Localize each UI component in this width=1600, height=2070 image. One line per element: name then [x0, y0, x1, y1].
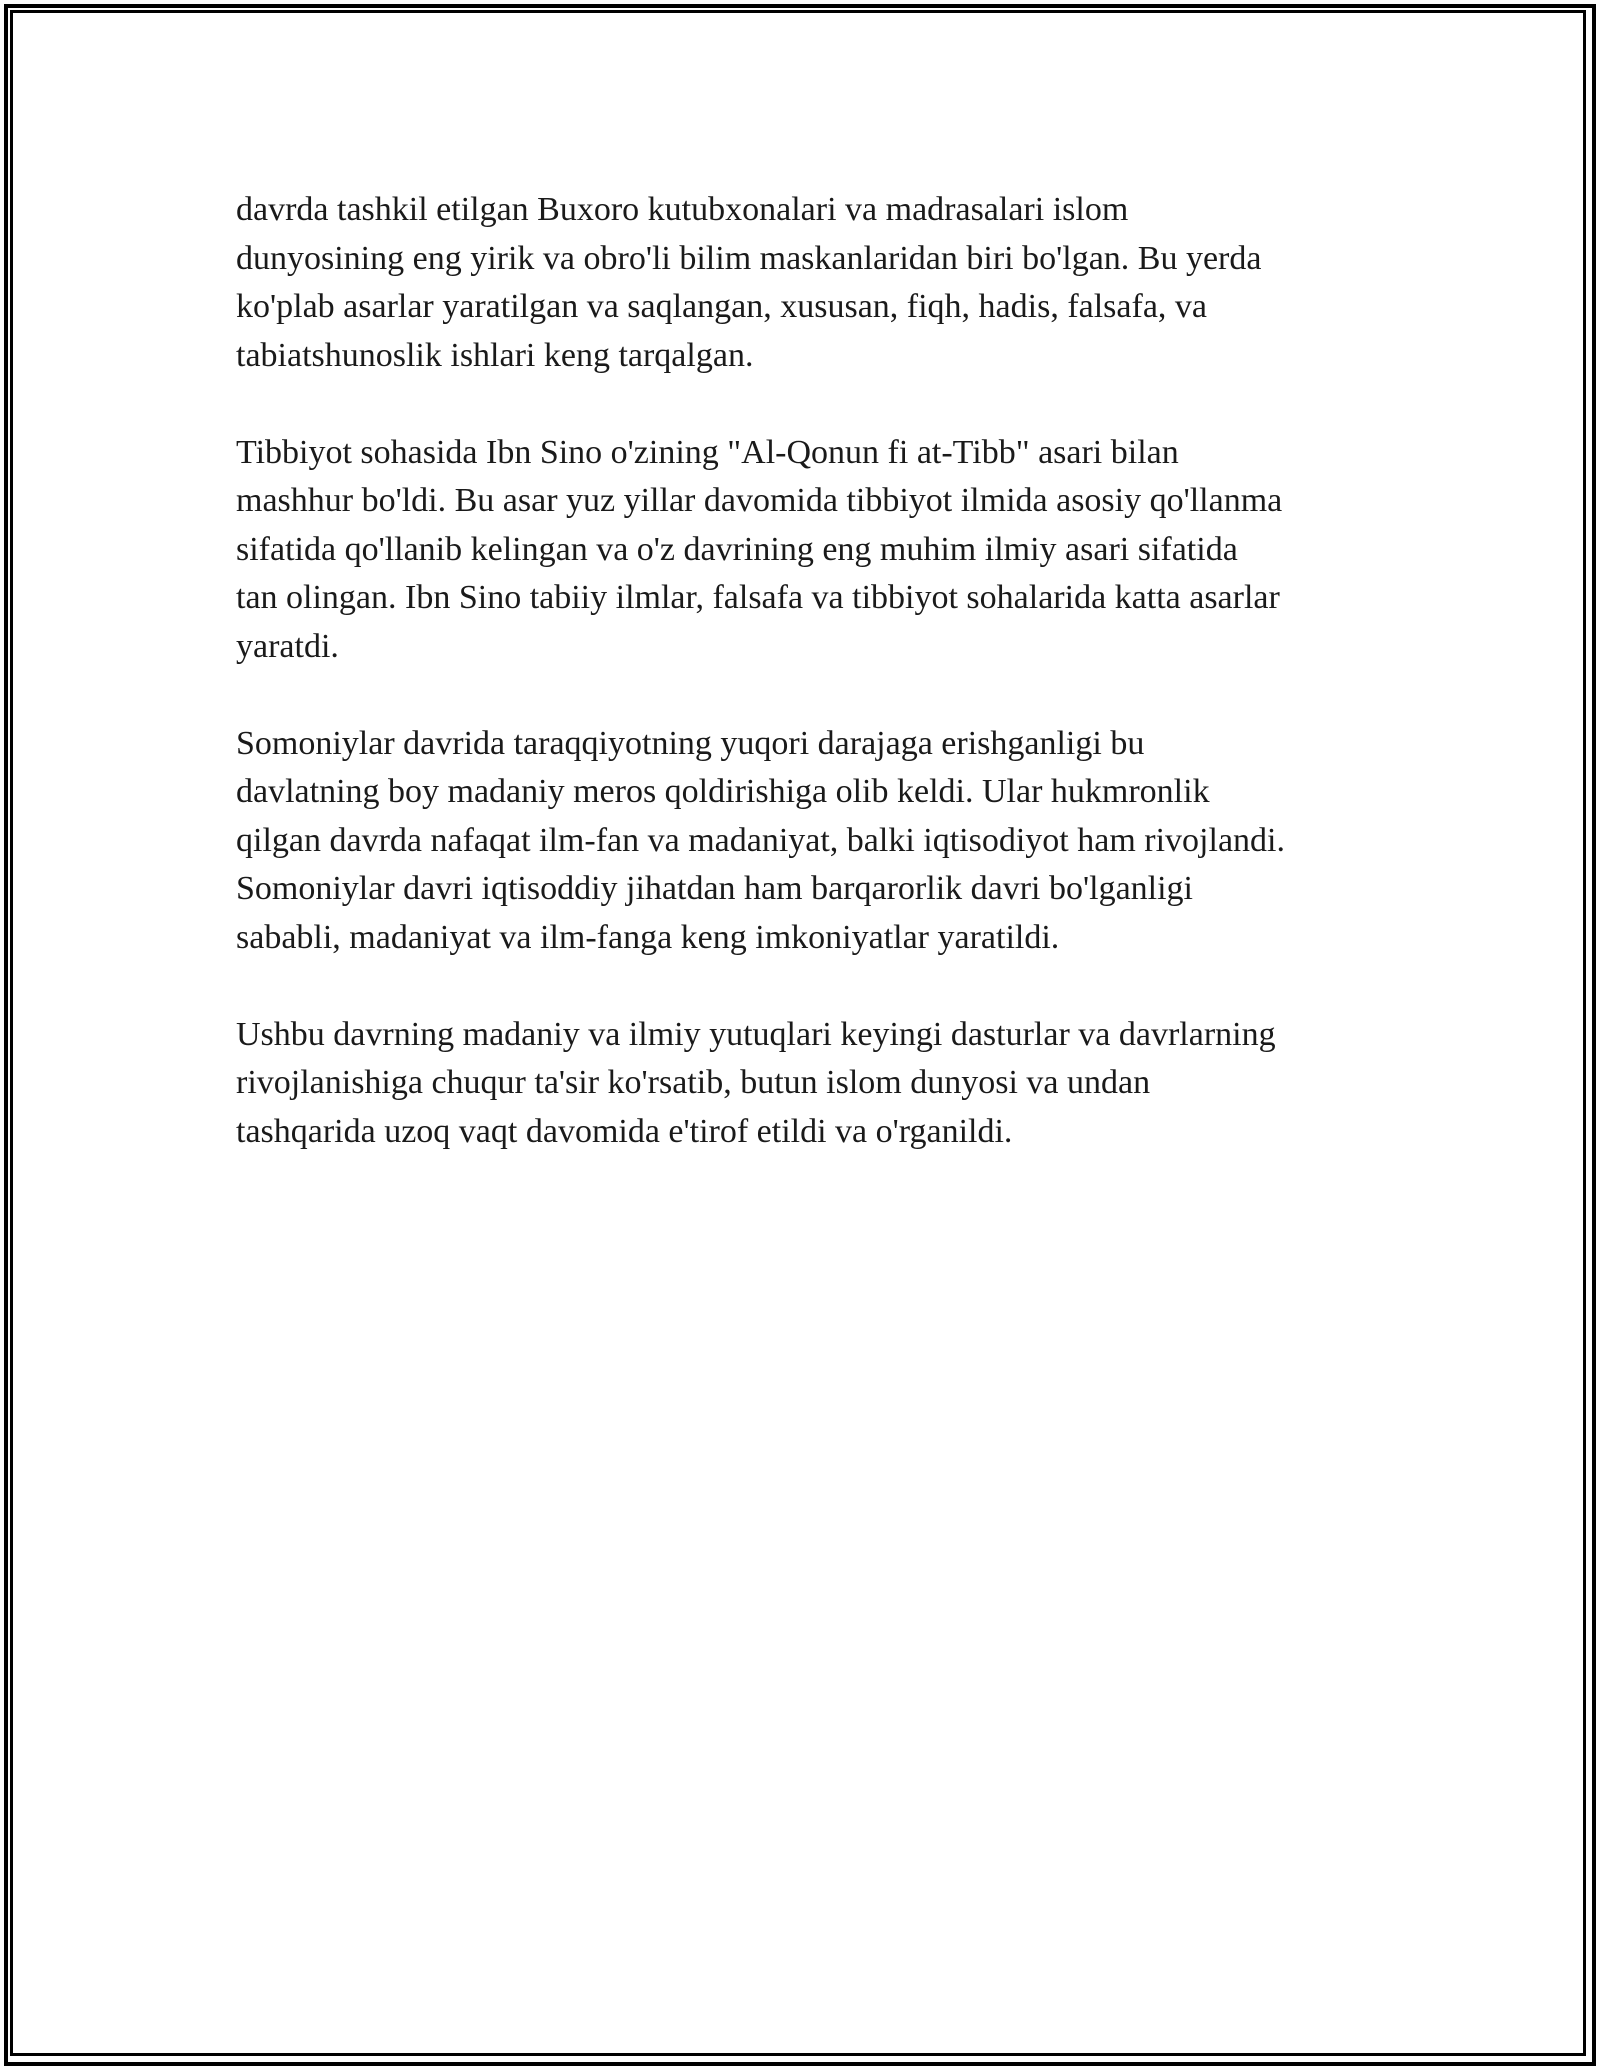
paragraph-3: Somoniylar davrida taraqqiyotning yuqori darajaga erishganligi bu davlatning boy madaniy meros qoldirishiga olib keldi. Ular hukmronlik qilgan davrda nafaqat ilm-fan va madaniyat, balki iqtisodiyot ham rivojlandi. Somoniylar davri iqtisoddiy jihatdan ham barqarorlik davri bo'lganligi sababli, madaniyat va ilm-fanga keng imkoniyatlar yaratildi. [236, 724, 1285, 956]
paragraph-2: Tibbiyot sohasida Ibn Sino o'zining "Al-Qonun fi at-Tibb" asari bilan mashhur bo'ldi. Bu asar yuz yillar davomida tibbiyot ilmida asosiy qo'llanma sifatida qo'llanib kelingan va o'z davrining eng muhim ilmiy asari sifatida tan olingan. Ibn Sino tabiiy ilmlar, falsafa va tibbiyot sohalarida katta asarlar yaratdi. [236, 433, 1283, 665]
document-body [236, 186, 1386, 1205]
paragraph-4: Ushbu davrning madaniy va ilmiy yutuqlari keyingi dasturlar va davrlarning rivojlanishiga chuqur ta'sir ko'rsatib, butun islom dunyosi va undan tashqarida uzoq vaqt davomida e'tirof etildi va o'rganildi. [236, 1015, 1276, 1150]
paragraph-1: davrda tashkil etilgan Buxoro kutubxonalari va madrasalari islom dunyosining eng yirik va obro'li bilim maskanlaridan biri bo'lgan. Bu yerda ko'plab asarlar yaratilgan va saqlangan, xususan, fiqh, hadis, falsafa, va tabiatshunoslik ishlari keng tarqalgan. [236, 191, 1262, 374]
